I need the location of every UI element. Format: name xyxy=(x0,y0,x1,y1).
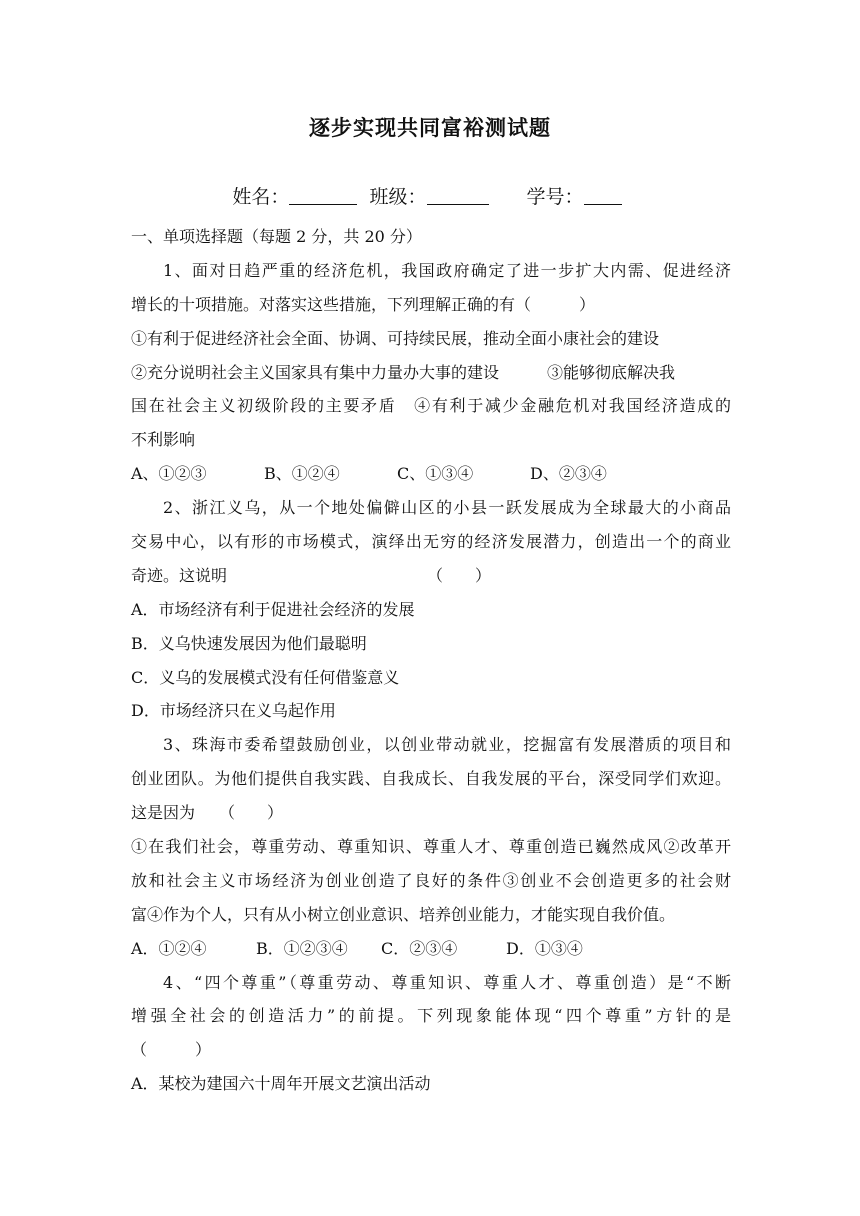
name-label: 姓名： xyxy=(232,186,290,208)
id-blank[interactable] xyxy=(584,186,622,205)
student-info xyxy=(0,182,860,209)
q1-statement-line: ①有利于促进经济社会全面、协调、可持续民展，推动全面小康社会的建设 xyxy=(131,328,660,348)
q2-stem-line: 交易中心，以有形的市场模式，演绎出无穷的经济发展潜力，创造出一个的商业 xyxy=(131,532,731,552)
class-blank[interactable] xyxy=(427,186,489,205)
q3-statement-line: 放和社会主义市场经济为创业创造了良好的条件③创业不会创造更多的社会财 xyxy=(131,870,731,890)
q4-stem-line: 4、“四个尊重”（尊重劳动、尊重知识、尊重人才、尊重创造）是“不断 xyxy=(163,972,731,992)
q1-statement-line: 不利影响 xyxy=(131,430,196,450)
q3-options xyxy=(131,932,731,966)
q4-stem-line: （ ） xyxy=(131,1040,212,1060)
q1-statement-line: ②充分说明社会主义国家具有集中力量办大事的建设 ③能够彻底解决我 xyxy=(131,362,676,382)
class-label: 班级： xyxy=(369,186,427,208)
page-title: 逐步实现共同富裕测试题 xyxy=(309,115,551,140)
q3-statement-line: 富④作为个人，只有从小树立创业意识、培养创业能力，才能实现自我价值。 xyxy=(131,904,676,924)
q2-option-a[interactable]: A．市场经济有利于促进社会经济的发展 xyxy=(131,599,415,619)
name-blank[interactable] xyxy=(289,186,357,205)
id-label: 学号： xyxy=(526,186,584,208)
q2-stem-line: 2、浙江义乌，从一个地处偏僻山区的小县一跃发展成为全球最大的小商品 xyxy=(163,498,731,518)
q3-option-b[interactable]: B．①②③④ xyxy=(256,938,348,958)
q2-stem-line: 奇迹。这说明 （ ） xyxy=(131,565,492,585)
q3-option-c[interactable]: C．②③④ xyxy=(381,938,458,958)
q3-option-a[interactable]: A．①②④ xyxy=(131,938,207,958)
q2-option-b[interactable]: B．义乌快速发展因为他们最聪明 xyxy=(131,633,367,653)
section-heading: 一、单项选择题（每题 2 分，共 20 分） xyxy=(131,227,422,246)
q2-option-d[interactable]: D．市场经济只在义乌起作用 xyxy=(131,701,336,721)
q1-option-a[interactable]: A、①②③ xyxy=(131,464,207,484)
q1-stem-line: 增长的十项措施。对落实这些措施，下列理解正确的有（ ） xyxy=(131,294,596,314)
q3-stem-line: 创业团队。为他们提供自我实践、自我成长、自我发展的平台，深受同学们欢迎。 xyxy=(131,769,731,789)
q2-option-c[interactable]: C．义乌的发展模式没有任何借鉴意义 xyxy=(131,667,400,687)
q1-stem-line: 1、面对日趋严重的经济危机，我国政府确定了进一步扩大内需、促进经济 xyxy=(163,260,731,280)
q1-option-c[interactable]: C、①③④ xyxy=(397,464,474,484)
q3-option-d[interactable]: D．①③④ xyxy=(506,938,583,958)
q1-options xyxy=(131,457,731,491)
question-body xyxy=(131,220,731,1101)
q1-statement-line: 国在社会主义初级阶段的主要矛盾 ④有利于减少金融危机对我国经济造成的 xyxy=(131,396,731,416)
q3-statement-line: ①在我们社会，尊重劳动、尊重知识、尊重人才、尊重创造已巍然成风②改革开 xyxy=(131,837,731,857)
q1-option-d[interactable]: D、②③④ xyxy=(530,464,607,484)
q3-stem-line: 这是因为 （ ） xyxy=(131,803,284,823)
q4-option-a[interactable]: A．某校为建国六十周年开展文艺演出活动 xyxy=(131,1074,431,1094)
q1-option-b[interactable]: B、①②④ xyxy=(264,464,340,484)
q4-stem-line: 增强全社会的创造活力”的前提。下列现象能体现“四个尊重”方针的是 xyxy=(131,1006,731,1026)
q3-stem-line: 3、珠海市委希望鼓励创业，以创业带动就业，挖掘富有发展潜质的项目和 xyxy=(163,735,731,755)
